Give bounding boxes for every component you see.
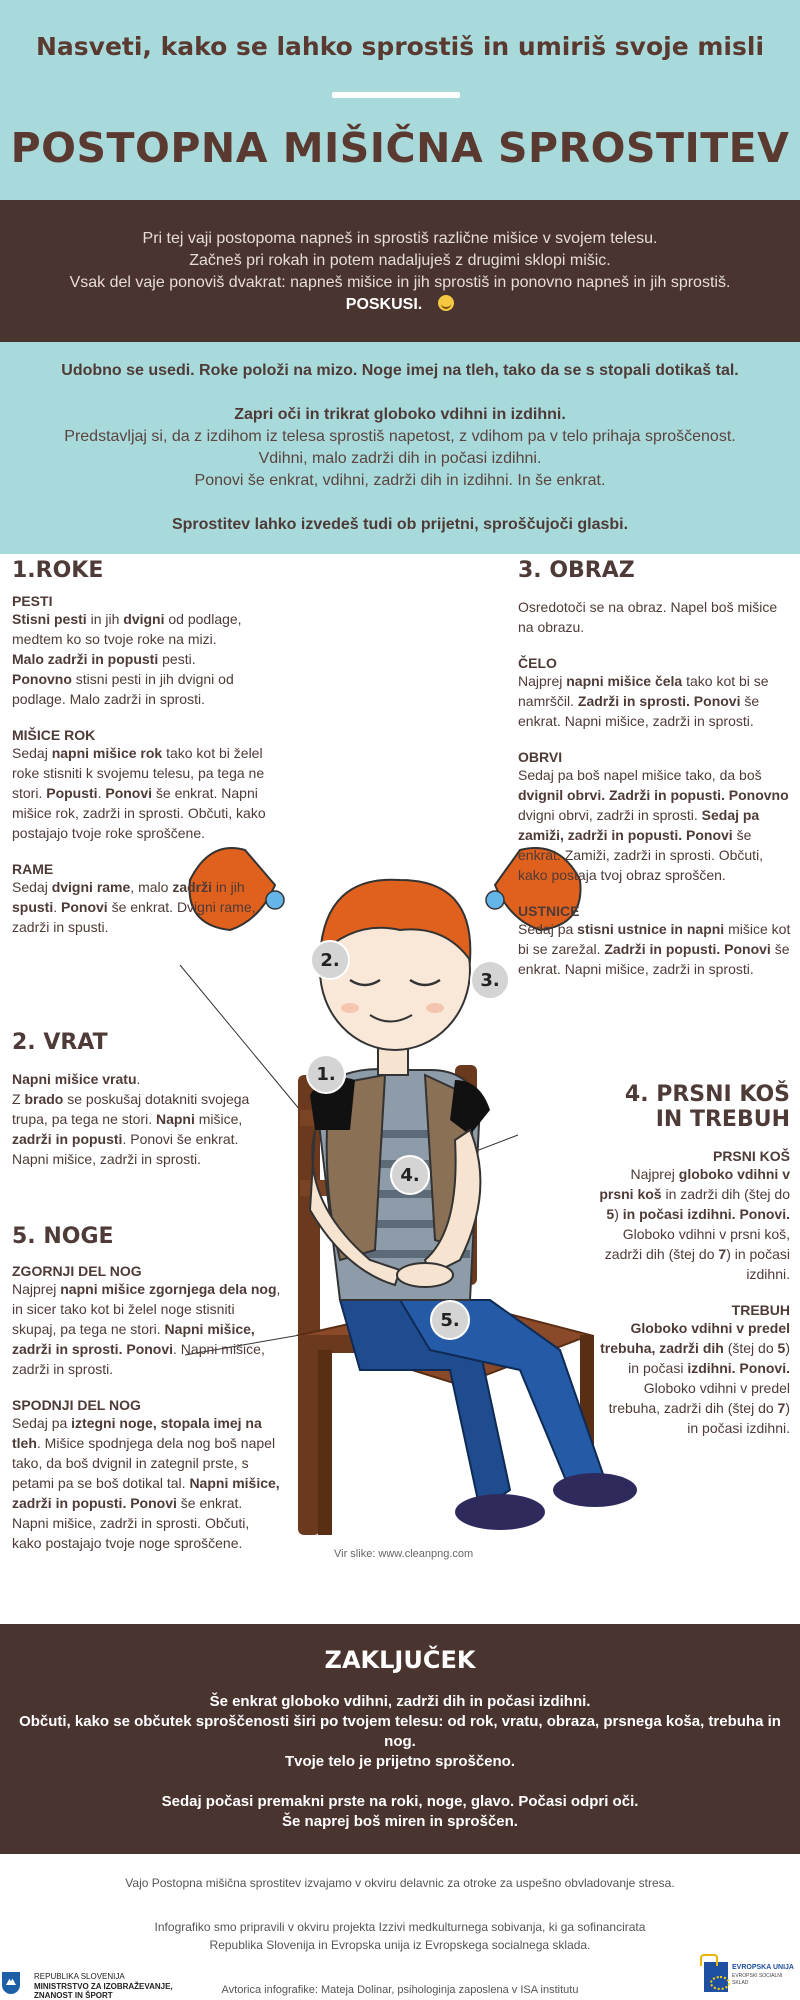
instruction-repeat: Ponovi še enkrat, vdihni, zadrži dih in izdihni. In še enkrat. (194, 472, 606, 489)
eu-logo (700, 1956, 800, 1996)
intro-line-2: Začneš pri rokah in potem nadaljuješ z drugimi sklopi mišic. (189, 252, 611, 269)
footer-funding-line-2: Republika Slovenija in Evropska unija iz Evropskega socialnega sklada. (209, 1938, 591, 1952)
section-prsni-title-2: IN TREBUH (655, 1107, 790, 1132)
instruction-inhale: Vdihni, malo zadrži dih in počasi izdihni. (258, 450, 542, 467)
badge-roke: 1. (306, 1054, 346, 1094)
trebuh-text: Globoko vdihni v predel trebuha, zadrži dih (štej do 5) in počasi izdihni. Ponovi. Globoko vdihni v predel trebuha, zadrži dih (štej do 7) in počasi izdihni. (600, 1320, 790, 1436)
instruction-imagine: Predstavljaj si, da z izdihom iz telesa sprostiš napetost, z vdihom pa v telo prihaja sproščenost. (64, 428, 736, 445)
section-prsni-title-1: 4. PRSNI KOŠ (624, 1082, 790, 1107)
badge-obraz: 3. (470, 960, 510, 1000)
conclusion-title: ZAKLJUČEK (324, 1646, 476, 1674)
title-divider (332, 92, 460, 98)
smiling-face-icon (438, 295, 454, 311)
obraz-intro: Osredotoči se na obraz. Napel boš mišice na obrazu. (518, 599, 778, 635)
ministry-logo-line-3: ZNANOST IN ŠPORT (34, 1991, 113, 2000)
section-vrat-title: 2. VRAT (12, 1030, 108, 1055)
section-noge (12, 1224, 282, 1553)
section-roke (12, 558, 287, 937)
conclusion-line-5: Še naprej boš miren in sproščen. (282, 1813, 518, 1830)
intro-line-3: Vsak del vaje ponoviš dvakrat: napneš mišice in jih sprostiš in ponovno napneš in jih sprostiš. (69, 274, 731, 291)
section-prsni-kos (596, 1082, 790, 1438)
ustnice-heading: USTNICE (518, 903, 580, 919)
obrvi-heading: OBRVI (518, 749, 563, 765)
celo-text: Najprej napni mišice čela tako kot bi se namrščil. Zadrži in sprosti. Ponovi še enkrat. Napni mišice, zadrži in sprosti. (518, 673, 769, 729)
eu-flag-icon (704, 1962, 728, 1992)
celo-heading: ČELO (518, 655, 557, 671)
instruction-sit: Udobno se usedi. Roke položi na mizo. Noge imej na tleh, tako da se s stopali dotikaš tal. (61, 362, 739, 379)
intro-band (0, 200, 800, 342)
badge-noge: 5. (430, 1300, 470, 1340)
pesti-heading: PESTI (12, 593, 53, 609)
vrat-heading: Napni mišice vratu (12, 1071, 137, 1087)
rame-text: Sedaj dvigni rame, malo zadrži in jih spusti. Ponovi še enkrat. Dvigni rame, zadrži in spusti. (12, 879, 256, 935)
ustnice-text: Sedaj pa stisni ustnice in napni mišice kot bi se zarežal. Zadrži in popusti. Ponovi še enkrat. Napni mišice, zadrži in sprosti. (518, 921, 791, 977)
misice-rok-text: Sedaj napni mišice rok tako kot bi želel roke stisniti k svojemu telesu, pa tega ne stori. Popusti. Ponovi še enkrat. Napni mišice rok, zadrži in sprosti. Občuti, kako postajajo tvoje roke sproščene. (12, 745, 266, 841)
eu-logo-name: EVROPSKA UNIJA (732, 1964, 794, 1971)
footer-author: Avtorica infografike: Mateja Dolinar, psihologinja zaposlena v ISA institutu (221, 1984, 579, 1996)
footer-note: Vajo Postopna mišična sprostitev izvajamo v okviru delavnic za otroke za uspešno obvladovanje stresa. (125, 1876, 675, 1890)
conclusion-line-3: Tvoje telo je prijetno sproščeno. (284, 1753, 516, 1770)
trebuh-heading: TREBUH (731, 1302, 790, 1318)
conclusion-line-4: Sedaj počasi premakni prste na roki, noge, glavo. Počasi odpri oči. (161, 1793, 639, 1810)
obrvi-text: Sedaj pa boš napel mišice tako, da boš dvignil obrvi. Zadrži in popusti. Ponovno dvigni obrvi, zadrži in sprosti. Sedaj pa zamiži, zadrži in popusti. Ponovi še enkrat. Zamiži, zadrži in sprosti. Občuti, kako postaja tvoj obraz sproščen. (518, 767, 789, 883)
badge-vrat: 2. (310, 940, 350, 980)
instructions-band (0, 342, 800, 554)
conclusion-line-2: Občuti, kako se občutek sproščenosti širi po tvojem telesu: od rok, vratu, obraza, prsnega koša, trebuha in nog. (19, 1713, 781, 1750)
image-credit: Vir slike: www.cleanpng.com (334, 1548, 474, 1560)
ministry-logo-line-2: MINISTRSTVO ZA IZOBRAŽEVANJE, (34, 1982, 173, 1991)
rame-heading: RAME (12, 861, 54, 877)
footer-funding (0, 1918, 800, 1954)
spodnji-del-nog-heading: SPODNJI DEL NOG (12, 1397, 141, 1413)
prsni-kos-heading: PRSNI KOŠ (712, 1148, 790, 1164)
conclusion-line-1: Še enkrat globoko vdihni, zadrži dih in počasi izdihni. (209, 1693, 591, 1710)
zgornji-del-nog-heading: ZGORNJI DEL NOG (12, 1263, 142, 1279)
prsni-kos-text: Najprej globoko vdihni v prsni koš in zadrži dih (štej do 5) in počasi izdihni. Ponovi. Globoko vdihni v prsni koš, zadrži dih (štej do 7) in počasi izdihni. (599, 1166, 790, 1282)
section-noge-title: 5. NOGE (12, 1224, 114, 1249)
conclusion-body (0, 1692, 800, 1832)
misice-rok-heading: MIŠICE ROK (12, 727, 96, 743)
ministry-logo-line-1: REPUBLIKA SLOVENIJA (34, 1972, 125, 1981)
intro-line-1: Pri tej vaji postopoma napneš in sprostiš različne mišice v svojem telesu. (142, 230, 658, 247)
instruction-music: Sprostitev lahko izvedeš tudi ob prijetni, sproščujoči glasbi. (171, 516, 629, 533)
page-subtitle: Nasveti, kako se lahko sprostiš in umiriš svoje misli (35, 32, 765, 61)
section-roke-title: 1.ROKE (12, 558, 104, 583)
section-obraz-title: 3. OBRAZ (518, 558, 635, 583)
eu-logo-sub: EVROPSKI SOCIALNI SKLAD (732, 1973, 783, 1986)
try-label: POSKUSI. (345, 296, 423, 313)
instruction-breathe: Zapri oči in trikrat globoko vdihni in izdihni. (234, 406, 566, 423)
spodnji-del-nog-text: Sedaj pa iztegni noge, stopala imej na tleh. Mišice spodnjega dela nog boš napel tako, da boš dvignil in zategnil prste, s petami pa se boš dotikal tal. Napni mišice, zadrži in popusti. Ponovi še enkrat. Napni mišice, zadrži in sprosti. Občuti, kako postajajo tvoje noge sproščene. (12, 1415, 280, 1551)
conclusion-band (0, 1624, 800, 1854)
page-title: POSTOPNA MIŠIČNA SPROSTITEV (10, 124, 790, 172)
section-obraz (518, 558, 793, 979)
badge-prsni-kos: 4. (390, 1155, 430, 1195)
footer-funding-line-1: Infografiko smo pripravili v okviru projekta Izzivi medkulturnega sobivanja, ki ga sofinancirata (154, 1920, 646, 1934)
zgornji-del-nog-text: Najprej napni mišice zgornjega dela nog, in sicer tako kot bi želel noge stisniti skupaj, pa tega ne stori. Napni mišice, zadrži in sprosti. Ponovi. Napni mišice, zadrži in sprosti. (12, 1281, 281, 1377)
vrat-text: Napni mišice vratu. Z brado se poskušaj dotakniti svojega trupa, pa tega ne stori. Napni mišice, zadrži in popusti. Ponovi še enkrat. Napni mišice, zadrži in sprosti. (12, 1071, 250, 1167)
pesti-text: Stisni pesti in jih dvigni od podlage, medtem ko so tvoje roke na mizi. Malo zadrži in popusti pesti. Ponovno stisni pesti in jih dvigni od podlage. Malo zadrži in sprosti. (12, 611, 242, 707)
section-vrat (12, 1030, 272, 1169)
